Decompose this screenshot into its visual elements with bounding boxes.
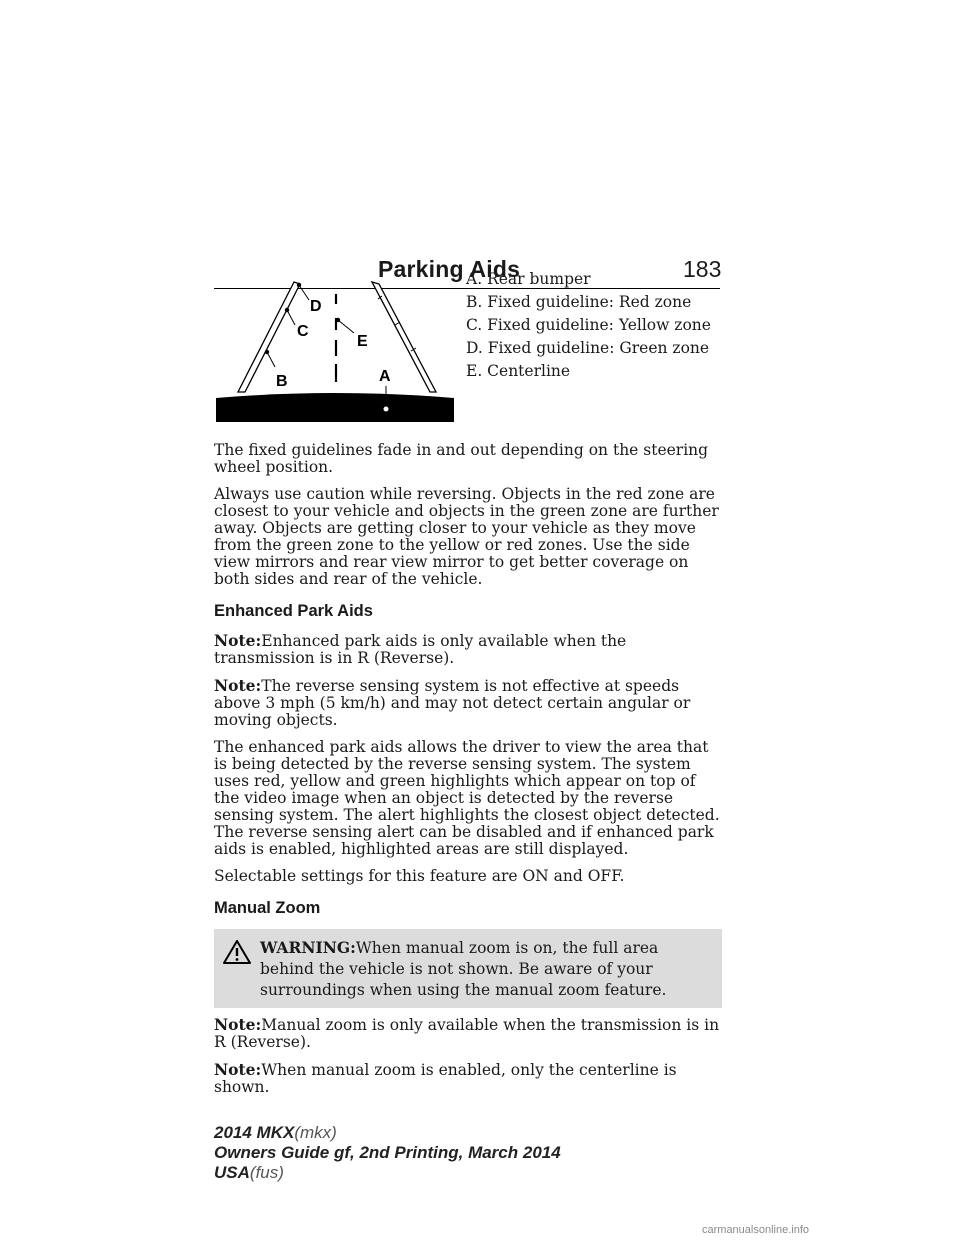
footer-line-region [214, 1163, 561, 1183]
legend-item: E. Centerline [466, 362, 571, 380]
note-label: Note: [214, 631, 262, 650]
note-label: Note: [214, 1060, 262, 1079]
note-label: Note: [214, 676, 262, 695]
legend-item: C. Fixed guideline: Yellow zone [466, 316, 711, 334]
figure-legend [466, 268, 711, 383]
label-d: D [310, 298, 322, 315]
warning-label: WARNING: [260, 938, 356, 957]
note [214, 1016, 722, 1051]
paragraph: Selectable settings for this feature are ON and OFF. [214, 867, 625, 885]
footer-line-model [214, 1123, 561, 1143]
rear-bumper [216, 393, 454, 422]
legend-item: B. Fixed guideline: Red zone [466, 293, 692, 311]
paragraph: The fixed guidelines fade in and out depending on the steering wheel position. [214, 441, 709, 476]
footer-guide: Owners Guide gf, 2nd Printing, March 2014 [214, 1143, 561, 1162]
main-content [214, 442, 722, 1106]
footer-region: USA [214, 1163, 250, 1182]
paragraph: The enhanced park aids allows the driver to view the area that is being detected by the reverse sensing system. The system uses red, yellow and green highlights which appear on top of the video image when an object is detected by the reverse sensing system. The alert highlights the closest object detected. The reverse sensing alert can be disabled and if enhanced park aids is enabled, highlighted areas are still displayed. [214, 738, 720, 858]
camera-guideline-diagram [214, 270, 456, 426]
note [214, 1061, 722, 1096]
paragraph: Always use caution while reversing. Objects in the red zone are closest to your vehicle and objects in the green zone are further away. Objects are getting closer to your vehicle as they move from the green zone to the yellow or red zones. Use the side view mirrors and rear view mirror to get better coverage on both sides and rear of the vehicle. [214, 485, 719, 588]
legend-item: D. Fixed guideline: Green zone [466, 339, 710, 357]
warning-box [214, 929, 722, 1008]
legend-item: A. Rear bumper [466, 270, 591, 288]
watermark: carmanualsonline.info [702, 1224, 810, 1236]
label-a: A [379, 368, 391, 385]
note-text: The reverse sensing system is not effective at speeds above 3 mph (5 km/h) and may not detect certain angular or moving objects. [214, 677, 691, 729]
document-footer [214, 1123, 561, 1183]
note [214, 677, 722, 729]
footer-line-guide [214, 1143, 561, 1163]
note-text: Enhanced park aids is only available when the transmission is in R (Reverse). [214, 632, 627, 667]
footer-model: 2014 MKX [214, 1123, 295, 1142]
warning-content [218, 937, 710, 1001]
note [214, 632, 722, 667]
warning-text: When manual zoom is on, the full area behind the vehicle is not shown. Be aware of your surroundings when using the manual zoom feature. [260, 939, 667, 999]
warning-triangle-icon [222, 939, 252, 965]
page-number: 183 [683, 256, 722, 282]
footer-model-code: (mkx) [294, 1123, 337, 1142]
footer-region-code: (fus) [249, 1163, 284, 1182]
page-section-title: Parking Aids [378, 256, 521, 282]
label-c: C [297, 323, 309, 340]
label-b: B [276, 373, 288, 390]
section-heading-manual-zoom: Manual Zoom [214, 899, 321, 917]
note-label: Note: [214, 1015, 262, 1034]
left-guideline [238, 282, 300, 392]
label-e: E [357, 333, 368, 350]
note-text: When manual zoom is enabled, only the centerline is shown. [214, 1061, 677, 1096]
section-heading-enhanced-park-aids: Enhanced Park Aids [214, 602, 373, 620]
note-text: Manual zoom is only available when the transmission is in R (Reverse). [214, 1016, 720, 1051]
